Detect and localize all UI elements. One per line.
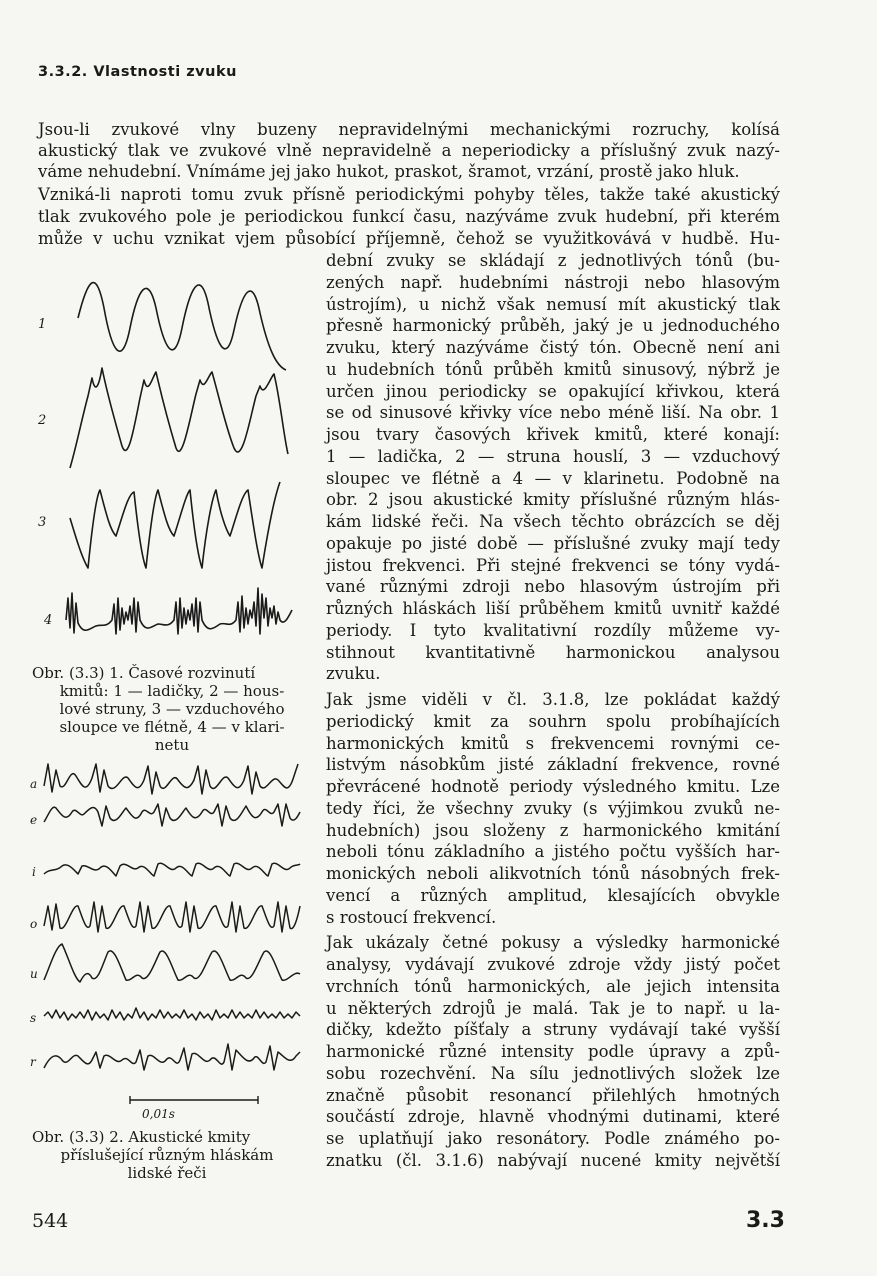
right-column-line-20: zvuku. (326, 664, 381, 684)
right-column-line-10: 1 — ladička, 2 — struna houslí, 3 — vzduchový (326, 446, 780, 466)
right-column-line-30: vencí a různých amplitud, klesajících obvykle (326, 885, 780, 905)
right-column-line-17: různých hláskách liší průběhem kmitů uvnitř každé (326, 599, 780, 618)
speech-wave-i (44, 863, 300, 876)
waveform-2-violin-string (70, 368, 288, 468)
right-column-line-31: s rostoucí frekvencí. (326, 907, 497, 927)
right-column-line-34: vrchních tónů harmonických, ale jejich intensita (326, 976, 780, 996)
figure-1-waveforms (30, 268, 310, 658)
speech-wave-o (44, 902, 300, 932)
figure-2-speech-waveforms (26, 756, 316, 1126)
figure-2-label-a: a (30, 777, 38, 791)
figure-2-label-s: s (30, 1011, 37, 1025)
right-column-line-1: dební zvuky se skládají z jednotlivých tónů (bu- (326, 251, 780, 270)
figure-2-caption-line-1: Obr. (3.3) 2. Akustické kmity (32, 1128, 251, 1146)
figure-2-caption-line-2: příslušející různým hláskám (60, 1146, 274, 1164)
para1-line-1: Jsou-li zvukové vlny buzeny nepravidelnými mechanickými rozruchy, kolísá (38, 120, 780, 139)
right-column-line-39: značně působit resonancí přilehlých hmotných (326, 1085, 780, 1105)
figure-1-caption-line-1: Obr. (3.3) 1. Časové rozvinutí (32, 664, 256, 682)
right-column-line-37: harmonické různé intensity podle úpravy a způ- (326, 1042, 780, 1061)
time-scale-bar (130, 1096, 258, 1104)
right-column-line-27: hudebních) jsou složeny z harmonického kmitání (326, 820, 780, 840)
figure-1-caption-line-5: netu (154, 736, 190, 754)
right-column-line-21: Jak jsme viděli v čl. 3.1.8, lze pokládat každý (326, 690, 780, 709)
figure-1-label-4: 4 (44, 613, 53, 628)
right-column-line-12: obr. 2 jsou akustické kmity příslušné různým hlás- (326, 490, 780, 510)
speech-wave-r (44, 1044, 300, 1070)
right-column-line-33: analysy, vydávají zvukové zdroje vždy jistý počet (326, 955, 780, 974)
para1-line-2: akustický tlak ve zvukové vlně nepravidelně a neperiodicky a příslušný zvuk nazý- (38, 141, 780, 160)
speech-wave-a (44, 764, 298, 794)
right-column-line-14: opakuje po jisté době — příslušné zvuky mají tedy (326, 533, 780, 553)
right-column-line-38: sobu rozechvění. Na sílu jednotlivých složek lze (326, 1063, 780, 1083)
right-column-line-9: jsou tvary časových křivek kmitů, které konají: (326, 425, 780, 444)
speech-wave-e (44, 804, 300, 826)
right-column-line-26: tedy říci, že všechny zvuky (s výjimkou zvuků ne- (326, 798, 780, 818)
waveform-3-flute (70, 482, 280, 568)
right-column-line-28: neboli tónu základního a jistého počtu vyšších har- (326, 842, 780, 862)
figure-2-label-i: i (32, 865, 36, 879)
right-column-line-2: zených např. hudebními nástroji nebo hlasovým (326, 272, 780, 292)
figure-1-label-1: 1 (38, 317, 47, 332)
figure-2-caption-line-3: lidské řeči (127, 1164, 207, 1182)
right-column-line-22: periodický kmit za souhrn spolu probíhajících (326, 711, 780, 731)
right-column-line-11: sloupec ve flétně a 4 — v klarinetu. Podobně na (326, 468, 780, 488)
right-column-line-23: harmonických kmitů s frekvencemi rovnými ce- (326, 733, 780, 753)
para2-line-1: Vzniká-li naproti tomu zvuk přísně periodickými pohyby těles, takže také akustický (38, 185, 780, 204)
waveform-1-tuning-fork (78, 283, 286, 370)
waveform-4-clarinet (66, 588, 292, 634)
para2-line-2: tlak zvukového pole je periodickou funkcí času, nazýváme zvuk hudební, při kterém (38, 207, 780, 226)
right-column-line-7: určen jinou periodicky se opakující křivkou, která (326, 381, 780, 401)
right-column-line-15: jistou frekvenci. Při stejné frekvenci se tóny vydá- (326, 555, 780, 575)
right-column-line-42: znatku (čl. 3.1.6) nabývají nucené kmity největší (326, 1150, 780, 1170)
right-column-line-19: stihnout kvantitativně harmonickou analysou (326, 642, 780, 662)
speech-wave-s (44, 1008, 300, 1020)
right-column-line-24: listvým násobkům jisté základní frekvence, rovné (326, 755, 780, 775)
figure-1-label-2: 2 (38, 413, 47, 428)
figure-1-caption-line-4: sloupce ve flétně, 4 — v klari- (59, 718, 285, 736)
right-column-line-6: u hudebních tónů průběh kmitů sinusový, nýbrž je (326, 359, 780, 379)
right-column-line-25: převrácené hodnotě periody výsledného kmitu. Lze (326, 777, 780, 796)
figure-2-label-r: r (30, 1055, 36, 1069)
figure-2-label-u: u (30, 967, 38, 981)
figure-1-caption-line-2: kmitů: 1 — ladičky, 2 — hous- (59, 682, 285, 700)
right-column-line-3: ústrojím), u nichž však nemusí mít akustický tlak (326, 294, 780, 314)
para2-line-3: může v uchu vznikat vjem působící příjemně, čehož se využitkovává v hudbě. Hu- (38, 229, 780, 248)
right-column-line-16: vané různými zdroji nebo hlasovým ústrojím při (326, 577, 780, 597)
right-column-line-41: se uplatňují jako resonátory. Podle známého po- (326, 1129, 780, 1148)
figure-1-label-3: 3 (38, 515, 47, 530)
right-column-line-35: u některých zdrojů je malá. Tak je to např. u la- (326, 998, 780, 1018)
figure-1-caption-line-3: lové struny, 3 — vzduchového (59, 700, 285, 718)
right-column-line-18: periody. I tyto kvalitativní rozdíly můžeme vy- (326, 620, 780, 640)
time-scale-label: 0,01s (142, 1107, 175, 1121)
right-column-line-8: se od sinusové křivky více nebo méně liší. Na obr. 1 (326, 403, 780, 423)
page-number: 544 (32, 1210, 69, 1232)
right-column-line-4: přesně harmonický průběh, jaký je u jednoduchého (326, 316, 780, 336)
section-number: 3.3 (746, 1208, 785, 1233)
right-column-line-40: součástí zdroje, hlavně vhodnými dutinami, které (326, 1107, 780, 1127)
para1-line-3: váme nehudební. Vnímáme jej jako hukot, praskot, šramot, vrzání, prostě jako hluk. (38, 162, 740, 181)
speech-wave-u (44, 944, 300, 982)
figure-2-label-e: e (30, 813, 38, 827)
right-column-line-36: dičky, kdežto píšťaly a struny vydávají také vyšší (326, 1020, 780, 1040)
section-heading: 3.3.2. Vlastnosti zvuku (38, 64, 237, 80)
right-column-line-32: Jak ukázaly četné pokusy a výsledky harmonické (326, 933, 780, 953)
right-column-line-13: kám lidské řeči. Na všech těchto obrázcích se děj (326, 512, 780, 531)
right-column-line-29: monických neboli alikvotních tónů násobných frek- (326, 864, 780, 883)
figure-2-label-o: o (30, 917, 38, 931)
right-column-line-5: zvuku, který nazýváme čistý tón. Obecně není ani (326, 338, 780, 357)
